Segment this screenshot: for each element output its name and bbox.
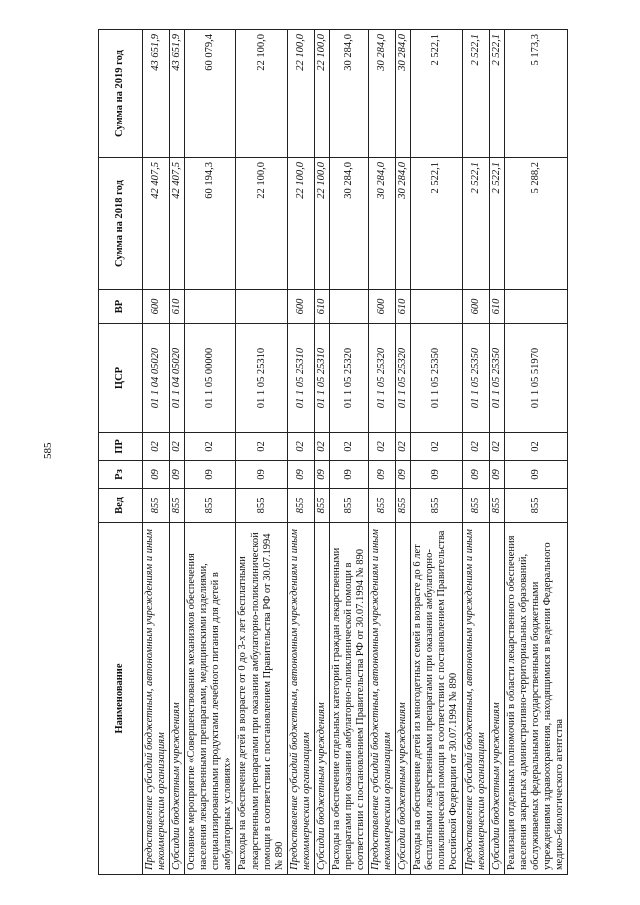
cell-vr bbox=[329, 289, 368, 323]
cell-sum-2019: 43 651,9 bbox=[169, 29, 184, 157]
cell-name: Предоставление субсидий бюджетным, автономным учреждениям и иным некоммерческим организациям bbox=[462, 522, 489, 874]
cell-csr: 01 1 05 25350 bbox=[489, 323, 504, 432]
cell-name: Субсидии бюджетным учреждениям bbox=[314, 522, 329, 874]
cell-ved: 855 bbox=[410, 488, 461, 522]
cell-name: Субсидии бюджетным учреждениям bbox=[169, 522, 184, 874]
cell-name: Расходы на обеспечение отдельных категорий граждан лекарственными препаратами при оказании амбулаторно-поликлинической помощи в соответствии с постановлением Правительства РФ от 30.07.1994 № 890 bbox=[329, 522, 368, 874]
header-vr: ВР bbox=[98, 289, 142, 323]
cell-pr: 02 bbox=[169, 432, 184, 460]
table-row bbox=[184, 29, 235, 874]
cell-pr: 02 bbox=[395, 432, 410, 460]
cell-rz: 09 bbox=[329, 460, 368, 488]
cell-name: Реализация отдельных полномочий в области лекарственного обеспечения населения закрытых административно-территориальных образований, обслуживаемых федеральными государственными бюджетными учреждениями здравоохранения, находящимися в ведении Федерального медико-биологического агентства bbox=[504, 522, 567, 874]
cell-sum-2019: 22 100,0 bbox=[235, 29, 286, 157]
header-sum-2019: Сумма на 2019 год bbox=[98, 29, 142, 157]
cell-vr bbox=[184, 289, 235, 323]
table-row bbox=[235, 29, 286, 874]
cell-name: Субсидии бюджетным учреждениям bbox=[489, 522, 504, 874]
cell-vr: 600 bbox=[368, 289, 395, 323]
table-row bbox=[287, 29, 314, 874]
cell-pr: 02 bbox=[235, 432, 286, 460]
cell-csr: 01 1 05 25320 bbox=[368, 323, 395, 432]
table-row bbox=[462, 29, 489, 874]
cell-pr: 02 bbox=[329, 432, 368, 460]
cell-csr: 01 1 04 05020 bbox=[142, 323, 169, 432]
cell-csr: 01 1 05 25350 bbox=[410, 323, 461, 432]
cell-name: Субсидии бюджетным учреждениям bbox=[395, 522, 410, 874]
cell-sum-2019: 5 173,3 bbox=[504, 29, 567, 157]
cell-rz: 09 bbox=[462, 460, 489, 488]
cell-csr: 01 1 05 25310 bbox=[314, 323, 329, 432]
cell-vr: 600 bbox=[142, 289, 169, 323]
cell-ved: 855 bbox=[368, 488, 395, 522]
cell-csr: 01 1 05 51970 bbox=[504, 323, 567, 432]
cell-pr: 02 bbox=[184, 432, 235, 460]
cell-vr: 610 bbox=[395, 289, 410, 323]
header-rz: Рз bbox=[98, 460, 142, 488]
rotated-page bbox=[98, 30, 565, 875]
cell-vr: 600 bbox=[287, 289, 314, 323]
cell-rz: 09 bbox=[184, 460, 235, 488]
cell-rz: 09 bbox=[368, 460, 395, 488]
cell-rz: 09 bbox=[169, 460, 184, 488]
cell-ved: 855 bbox=[169, 488, 184, 522]
cell-csr: 01 1 05 25310 bbox=[287, 323, 314, 432]
cell-rz: 09 bbox=[142, 460, 169, 488]
cell-vr bbox=[410, 289, 461, 323]
header-ved: Вед bbox=[98, 488, 142, 522]
table-header-row bbox=[98, 29, 142, 874]
cell-pr: 02 bbox=[410, 432, 461, 460]
cell-pr: 02 bbox=[314, 432, 329, 460]
cell-sum-2018: 30 284,0 bbox=[368, 157, 395, 289]
cell-ved: 855 bbox=[314, 488, 329, 522]
cell-sum-2019: 30 284,0 bbox=[395, 29, 410, 157]
cell-pr: 02 bbox=[368, 432, 395, 460]
table-row bbox=[142, 29, 169, 874]
cell-ved: 855 bbox=[142, 488, 169, 522]
cell-pr: 02 bbox=[462, 432, 489, 460]
cell-ved: 855 bbox=[395, 488, 410, 522]
cell-name: Основное мероприятие «Совершенствование механизмов обеспечения населения лекарственными препаратами, медицинскими изделиями, специализированными продуктами лечебного питания для детей в амбулаторных условиях» bbox=[184, 522, 235, 874]
cell-vr: 610 bbox=[169, 289, 184, 323]
cell-sum-2019: 22 100,0 bbox=[287, 29, 314, 157]
cell-sum-2018: 42 407,5 bbox=[169, 157, 184, 289]
header-sum-2018: Сумма на 2018 год bbox=[98, 157, 142, 289]
page-number: 585 bbox=[42, 442, 54, 459]
cell-sum-2018: 60 194,3 bbox=[184, 157, 235, 289]
cell-rz: 09 bbox=[287, 460, 314, 488]
cell-csr: 01 1 04 05020 bbox=[169, 323, 184, 432]
cell-rz: 09 bbox=[489, 460, 504, 488]
cell-name: Расходы на обеспечение детей из многодетных семей в возрасте до 6 лет бесплатными лекарственными препаратами при оказании амбулаторно-поликлинической помощи в соответствии с постановлением Правительства Российской Федерации от 30.07.1994 № 890 bbox=[410, 522, 461, 874]
cell-pr: 02 bbox=[489, 432, 504, 460]
cell-sum-2018: 30 284,0 bbox=[395, 157, 410, 289]
cell-rz: 09 bbox=[235, 460, 286, 488]
table-row bbox=[368, 29, 395, 874]
cell-sum-2019: 60 079,4 bbox=[184, 29, 235, 157]
cell-name: Предоставление субсидий бюджетным, автономным учреждениям и иным некоммерческим организациям bbox=[368, 522, 395, 874]
cell-pr: 02 bbox=[142, 432, 169, 460]
header-name: Наименование bbox=[98, 522, 142, 874]
cell-ved: 855 bbox=[184, 488, 235, 522]
cell-vr: 610 bbox=[489, 289, 504, 323]
header-csr: ЦСР bbox=[98, 323, 142, 432]
cell-ved: 855 bbox=[504, 488, 567, 522]
cell-sum-2018: 2 522,1 bbox=[489, 157, 504, 289]
table-row bbox=[314, 29, 329, 874]
cell-sum-2018: 22 100,0 bbox=[314, 157, 329, 289]
cell-vr bbox=[504, 289, 567, 323]
cell-csr: 01 1 05 00000 bbox=[184, 323, 235, 432]
cell-ved: 855 bbox=[235, 488, 286, 522]
cell-sum-2018: 2 522,1 bbox=[410, 157, 461, 289]
cell-sum-2019: 2 522,1 bbox=[462, 29, 489, 157]
table-row bbox=[489, 29, 504, 874]
cell-sum-2019: 2 522,1 bbox=[410, 29, 461, 157]
cell-csr: 01 1 05 25320 bbox=[395, 323, 410, 432]
table-row bbox=[410, 29, 461, 874]
cell-pr: 02 bbox=[287, 432, 314, 460]
cell-sum-2019: 30 284,0 bbox=[368, 29, 395, 157]
cell-sum-2018: 22 100,0 bbox=[287, 157, 314, 289]
cell-sum-2019: 30 284,0 bbox=[329, 29, 368, 157]
cell-rz: 09 bbox=[395, 460, 410, 488]
header-pr: ПР bbox=[98, 432, 142, 460]
cell-ved: 855 bbox=[489, 488, 504, 522]
cell-pr: 02 bbox=[504, 432, 567, 460]
cell-csr: 01 1 05 25350 bbox=[462, 323, 489, 432]
cell-name: Расходы на обеспечение детей в возрасте от 0 до 3-х лет бесплатными лекарственными препаратами при оказании амбулаторно-поликлинической помощи в соответствии с постановлением Правительства РФ от 30.07.1994 № 890 bbox=[235, 522, 286, 874]
cell-vr bbox=[235, 289, 286, 323]
table-row bbox=[169, 29, 184, 874]
cell-name: Предоставление субсидий бюджетным, автономным учреждениям и иным некоммерческим организациям bbox=[287, 522, 314, 874]
cell-ved: 855 bbox=[462, 488, 489, 522]
cell-vr: 600 bbox=[462, 289, 489, 323]
table-row bbox=[395, 29, 410, 874]
cell-csr: 01 1 05 25310 bbox=[235, 323, 286, 432]
cell-rz: 09 bbox=[314, 460, 329, 488]
cell-rz: 09 bbox=[410, 460, 461, 488]
cell-sum-2018: 5 288,2 bbox=[504, 157, 567, 289]
cell-sum-2019: 2 522,1 bbox=[489, 29, 504, 157]
table-row bbox=[504, 29, 567, 874]
cell-csr: 01 1 05 25320 bbox=[329, 323, 368, 432]
cell-sum-2018: 30 284,0 bbox=[329, 157, 368, 289]
cell-sum-2019: 43 651,9 bbox=[142, 29, 169, 157]
cell-ved: 855 bbox=[329, 488, 368, 522]
table-row bbox=[329, 29, 368, 874]
cell-sum-2018: 42 407,5 bbox=[142, 157, 169, 289]
cell-sum-2018: 2 522,1 bbox=[462, 157, 489, 289]
cell-sum-2018: 22 100,0 bbox=[235, 157, 286, 289]
cell-sum-2019: 22 100,0 bbox=[314, 29, 329, 157]
cell-vr: 610 bbox=[314, 289, 329, 323]
budget-table bbox=[98, 29, 568, 875]
cell-ved: 855 bbox=[287, 488, 314, 522]
cell-name: Предоставление субсидий бюджетным, автономным учреждениям и иным некоммерческим организациям bbox=[142, 522, 169, 874]
cell-rz: 09 bbox=[504, 460, 567, 488]
